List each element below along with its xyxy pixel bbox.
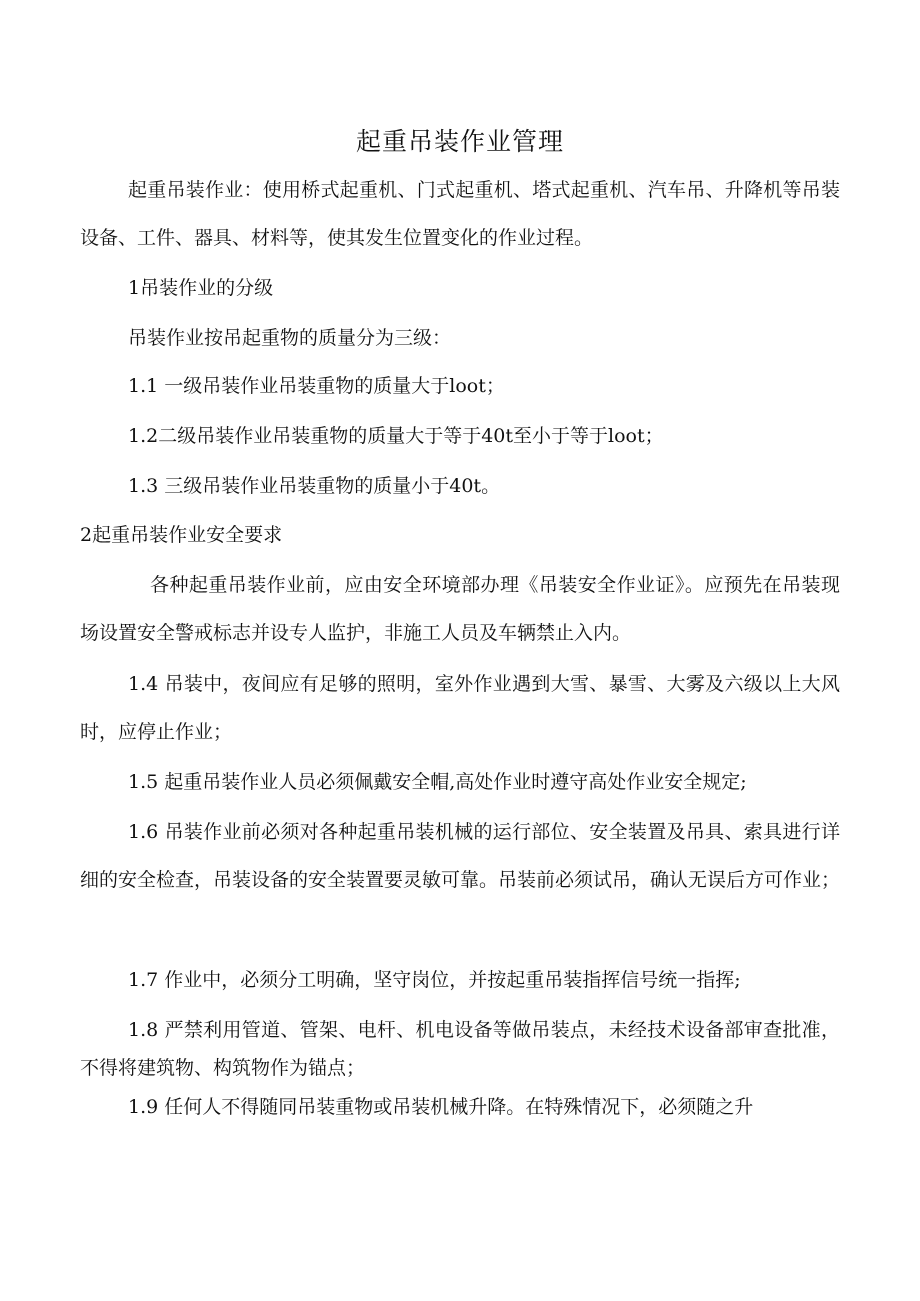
list-item-1-2: 1.2二级吊装作业吊装重物的质量大于等于40t至小于等于loot； [128,425,664,447]
list-item-1-1: 1.1 一级吊装作业吊装重物的质量大于loot； [128,375,505,397]
section-heading-1: 1吊装作业的分级 [128,277,274,299]
list-item-1-7: 1.7 作业中，必须分工明确，坚守岗位，并按起重吊装指挥信号统一指挥; [128,969,741,991]
list-item-1-6: 1.6 吊装作业前必须对各种起重吊装机械的运行部位、安全装置及吊具、索具进行详细的安全检查，吊装设备的安全装置要灵敏可靠。吊装前必须试吊，确认无误后方可作业； [80,821,841,891]
list-item-1-5: 1.5 起重吊装作业人员必须佩戴安全帽,高处作业时遵守高处作业安全规定; [128,771,747,793]
list-item-1-8: 1.8 严禁利用管道、管架、电杆、机电设备等做吊装点，未经技术设备部审查批准，不得将建筑物、构筑物作为锚点； [80,1019,840,1079]
list-item-1-9: 1.9 任何人不得随同吊装重物或吊装机械升降。在特殊情况下，必须随之升 [128,1096,754,1118]
list-item-1-4: 1.4 吊装中，夜间应有足够的照明，室外作业遇到大雪、暴雪、大雾及六级以上大风时，应停止作业； [80,673,840,743]
section-heading-2: 2起重吊装作业安全要求 [80,524,283,546]
document-title: 起重吊装作业管理 [355,127,564,156]
paragraph-definition: 起重吊装作业：使用桥式起重机、门式起重机、塔式起重机、汽车吊、升降机等吊装设备、工件、器具、材料等，使其发生位置变化的作业过程。 [80,179,840,249]
paragraph-classification-intro: 吊装作业按吊起重物的质量分为三级： [128,327,452,349]
list-item-1-3: 1.3 三级吊装作业吊装重物的质量小于40t。 [128,475,501,497]
paragraph-safety-permit: 各种起重吊装作业前，应由安全环境部办理《吊装安全作业证》。应预先在吊装现场设置安全警戒标志并设专人监护，非施工人员及车辆禁止入内。 [80,574,840,644]
